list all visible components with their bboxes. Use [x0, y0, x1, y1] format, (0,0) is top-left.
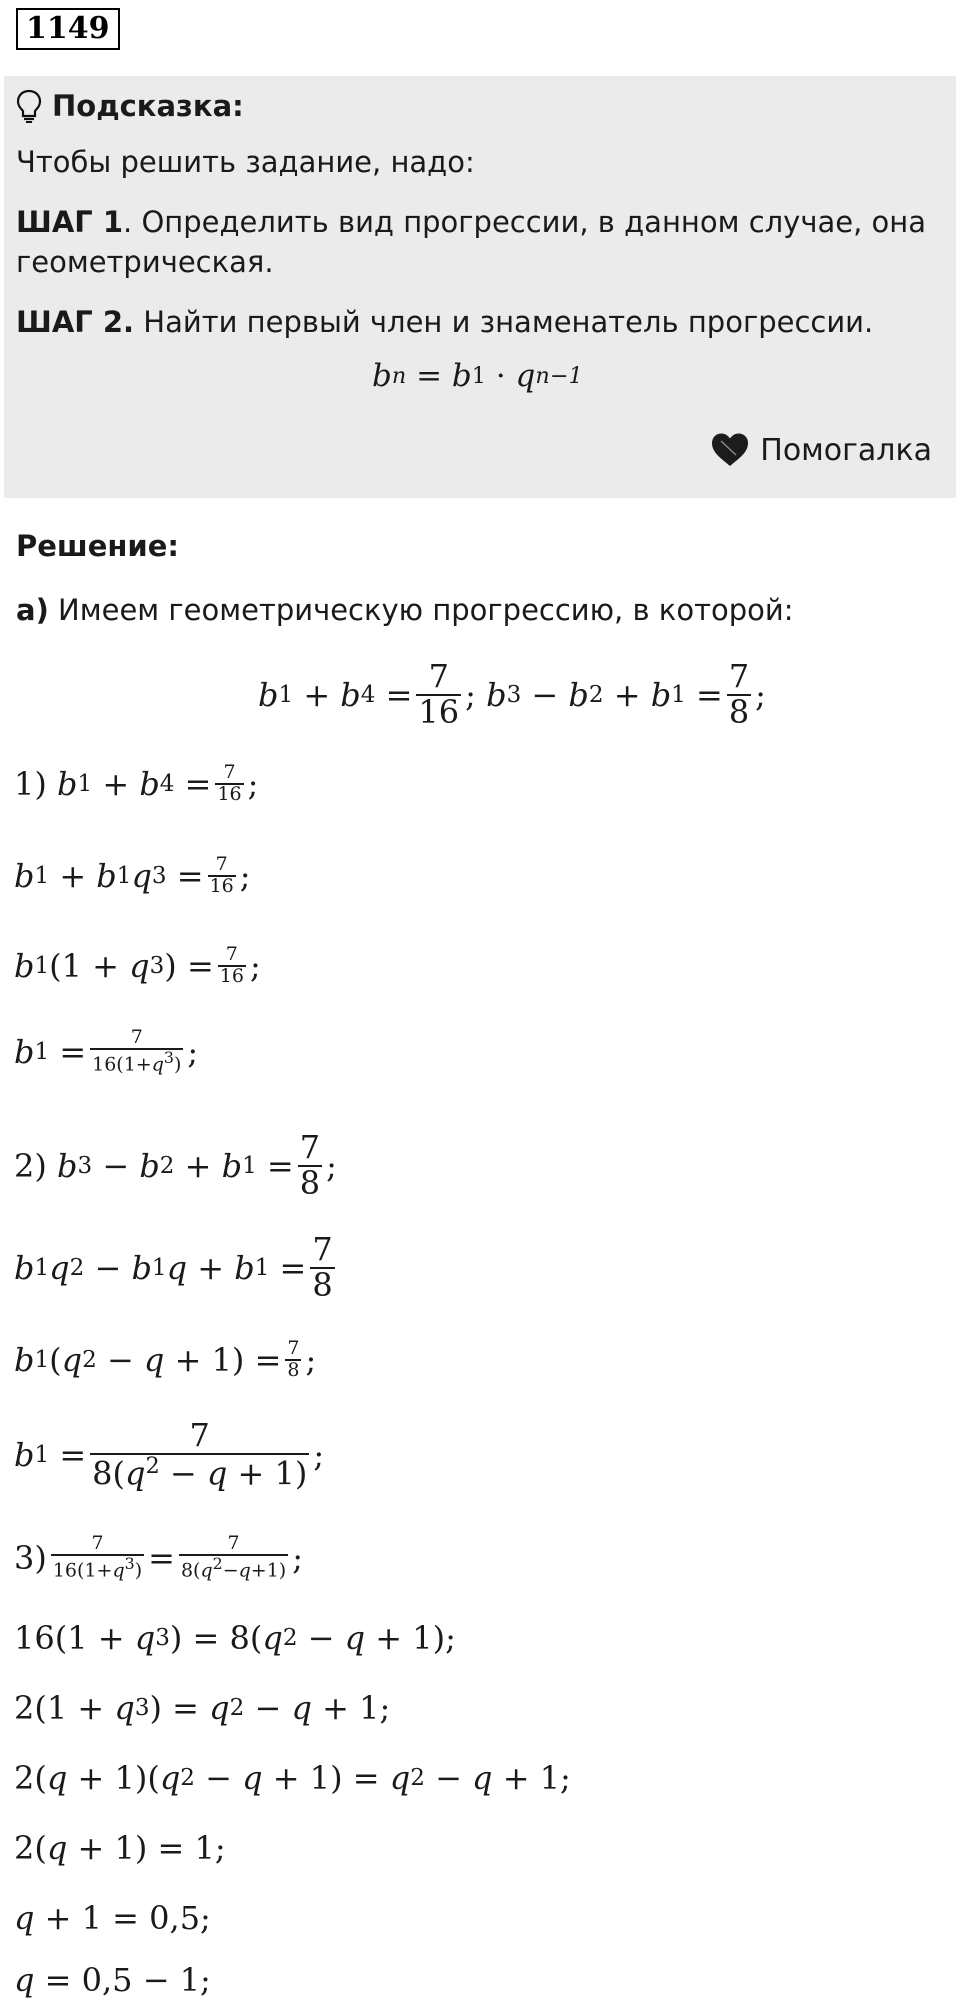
step-11: 2(1 + q 3 ) = q 2 − q + 1; — [14, 1689, 391, 1727]
hint-title-text: Подсказка: — [52, 89, 244, 123]
helper-link-label: Помогалка — [760, 432, 932, 468]
step-9: 3) $\frac{7}{16(1+q^3)}$ = $\frac{7}{8(q^2-q+1)}$ ; — [14, 1532, 303, 1582]
part-a-intro — [16, 590, 793, 630]
hint-intro: Чтобы решить задание, надо: — [16, 145, 475, 179]
given-equations: b 1 + b 4 = $\frac{7}{16}$ ; b 3 − b 2 + b 1 = $\frac{7}{8}$ ; — [258, 657, 766, 731]
step2-text: Найти первый член и знаменатель прогрессии. — [134, 305, 874, 339]
part-a-text: Имеем геометрическую прогрессию, в которой: — [48, 593, 794, 627]
part-a-label: а) — [16, 593, 49, 627]
step-4: b 1 = $\frac{7}{16(1+q^3)}$ ; — [14, 1026, 199, 1076]
step-5: 2) b 3 − b 2 + b 1 = $\frac{7}{8}$ ; — [14, 1128, 337, 1202]
step-12: 2( q + 1)( q 2 − q + 1) = q 2 − q + 1; — [14, 1759, 571, 1797]
hint-box — [4, 76, 956, 498]
step-14: q + 1 = 0,5; — [14, 1899, 211, 1937]
step-6: b 1 q 2 − b 1 q + b 1 = $\frac{7}{8}$ — [14, 1230, 333, 1304]
task-number: 1149 — [16, 8, 120, 50]
step-1: 1) b 1 + b 4 = $\frac{7}{16}$ ; — [14, 761, 259, 805]
step1-text: . Определить вид прогрессии, в данном случае, она — [123, 205, 926, 239]
hint-step1-cont: геометрическая. — [16, 245, 274, 279]
step-3: b 1 (1 + q 3 ) = $\frac{7}{16}$ ; — [14, 943, 261, 987]
step-15: q = 0,5 − 1; — [14, 1961, 211, 1999]
lightbulb-icon — [16, 89, 42, 123]
step-2: b 1 + b 1 q 3 = $\frac{7}{16}$ ; — [14, 853, 251, 897]
step1-label: ШАГ 1 — [16, 205, 124, 239]
step2-label: ШАГ 2. — [16, 305, 135, 339]
step-13: 2( q + 1) = 1; — [14, 1829, 226, 1867]
solution-title: Решение: — [16, 529, 180, 563]
helper-link[interactable] — [710, 430, 932, 470]
hint-title — [16, 86, 244, 126]
hint-formula: b n = b 1 · q n−1 — [372, 358, 583, 394]
step-7: b 1 ( q 2 − q + 1) = $\frac{7}{8}$ ; — [14, 1337, 317, 1381]
step-10: 16(1 + q 3 ) = 8( q 2 − q + 1); — [14, 1619, 456, 1657]
step-8: b 1 = $\frac{7}{8(q^2 - q + 1)}$ ; — [14, 1416, 325, 1493]
hint-step2 — [16, 302, 873, 342]
heart-icon — [710, 432, 750, 468]
hint-step1 — [16, 202, 926, 242]
